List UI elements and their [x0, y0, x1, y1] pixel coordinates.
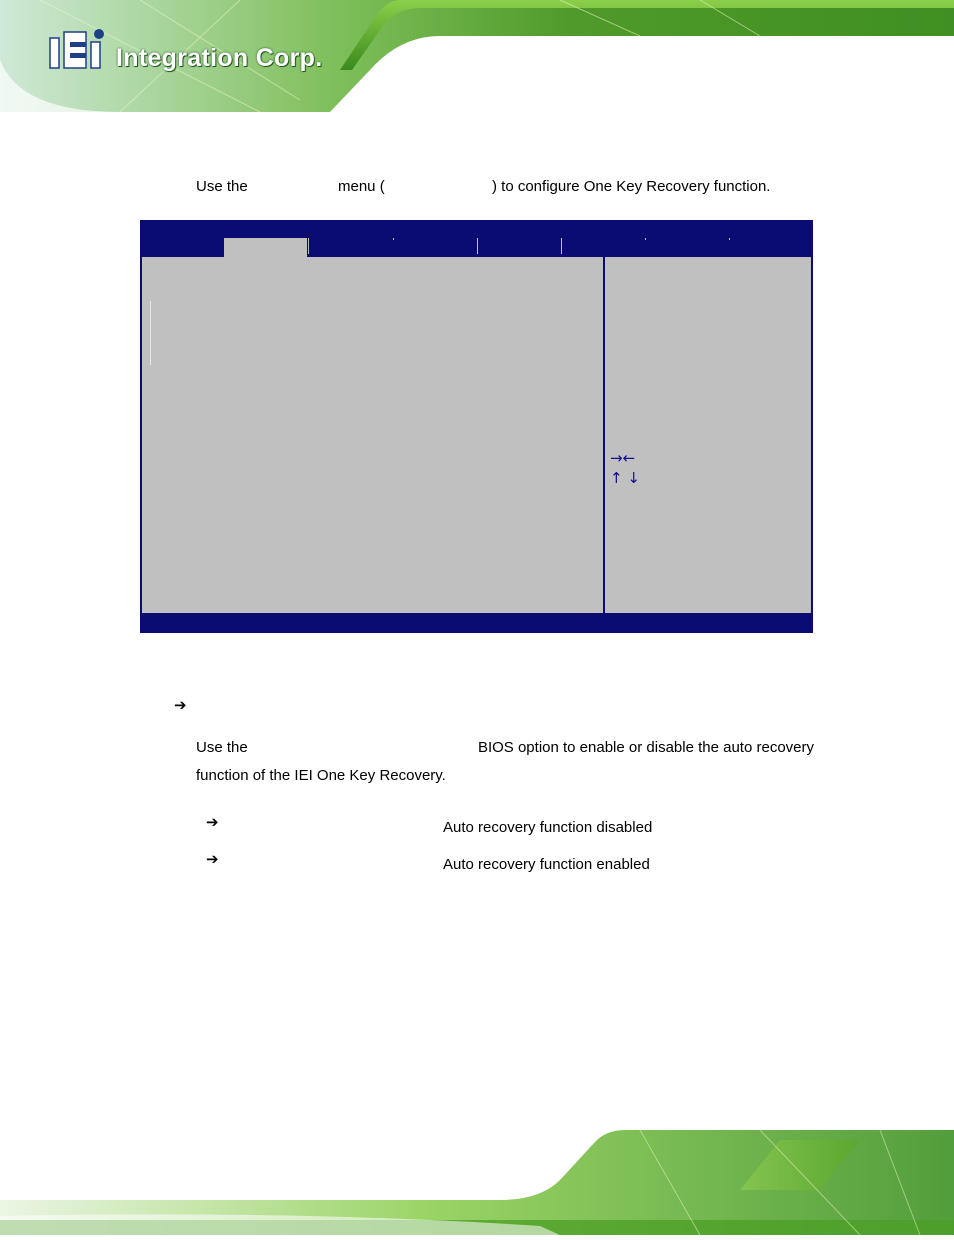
section-desc-start: Use the	[196, 739, 248, 756]
bios-screenshot	[140, 220, 813, 633]
arrow-right-icon: ➔	[174, 696, 187, 714]
bios-tab-divider	[308, 238, 309, 254]
intro-middle: menu (	[338, 178, 385, 195]
arrow-right-icon: ➔	[206, 813, 219, 831]
option-enabled-description: Auto recovery function enabled	[443, 856, 650, 873]
brand-name: Integration Corp.	[116, 44, 323, 72]
bios-tab-divider	[561, 238, 562, 254]
select-item-arrows-icon: ↑ ↓	[610, 469, 640, 487]
bios-help-panel	[605, 257, 811, 613]
section-desc-end: BIOS option to enable or disable the auto recovery	[477, 739, 814, 756]
bios-highlight-bar	[150, 301, 151, 365]
bios-tab-mark	[729, 238, 730, 240]
intro-after: ) to configure One Key Recovery function.	[492, 178, 771, 195]
bios-tab-mark	[393, 238, 394, 240]
section-desc-line2: function of the IEI One Key Recovery.	[196, 767, 446, 784]
bios-tab-mark	[645, 238, 646, 240]
header-banner	[0, 0, 954, 118]
bios-active-tab	[224, 238, 307, 257]
intro-before: Use the	[196, 178, 248, 195]
option-disabled-description: Auto recovery function disabled	[443, 819, 653, 836]
iei-logo	[48, 28, 110, 77]
bios-settings-panel	[142, 257, 603, 613]
arrow-right-icon: ➔	[206, 850, 219, 868]
bios-status-bar	[140, 613, 813, 633]
select-screen-arrows-icon: →←	[610, 449, 636, 467]
bios-tab-divider	[477, 238, 478, 254]
footer-banner	[0, 1130, 954, 1235]
